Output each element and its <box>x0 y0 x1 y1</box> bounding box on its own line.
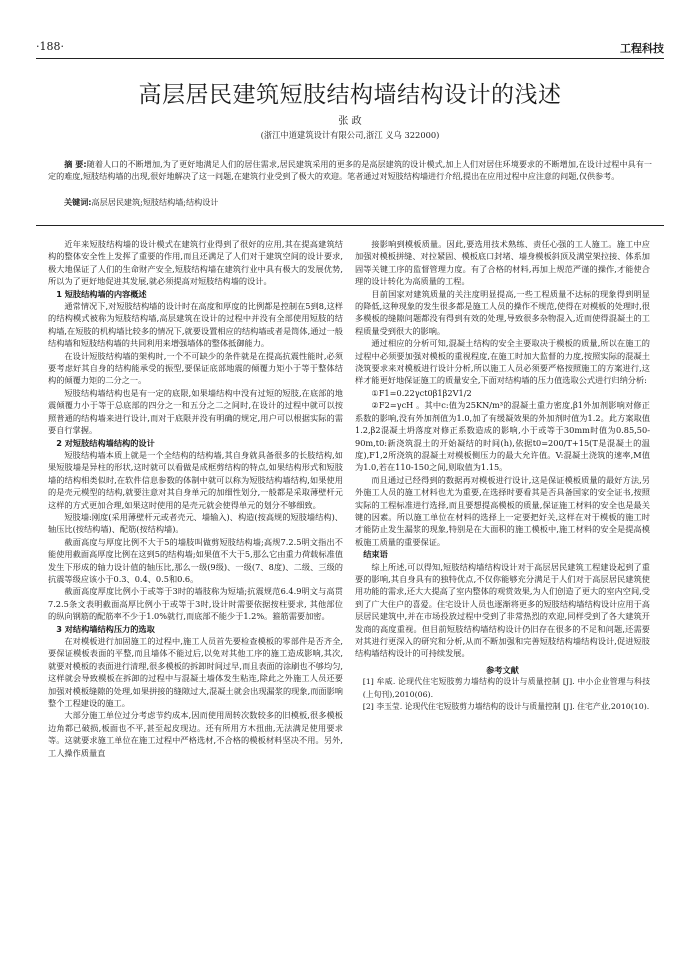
abstract-text: 随着人口的不断增加,为了更好地满足人们的居住需求,居民建筑采用的更多的是高层建筑的设计模式,加上人们对居住环境要求的不断增加,在设计过程中具有一定的难度,短肢结构墙的出现,很好地解决了这一问题,在建筑行业受到了极大的欢迎。笔者通过对短肢结构墙进行介绍,提出在应用过程中应注意的问题,仅供参考。 <box>48 159 652 182</box>
body-paragraph: 短肢结构墙结构也是有一定的底限,如果墙结构中没有过短的短肢,在底部的地震倾覆力小于等于总底部的四分之一和五分之二之间时,在设计的过程中就可以按照普通的结构墙来进行设计,而对于底限并没有明确的规定,用户可以根据实际的需要自行掌握。 <box>48 387 343 436</box>
keywords-label: 关键词: <box>64 197 92 207</box>
body-paragraph: 目前国家对建筑质量的关注度明显提高,一些工程质量不达标的现象得到明显的降低,这种现象的发生很多都是施工人员的操作不规范,使得在对模板的处理时,很多模板的缝隙问题都没有得到有效的处理,导致很多杂物混入,近而使得混凝土的工程质量受到很大的影响。 <box>355 288 650 336</box>
header-rule <box>36 58 664 59</box>
left-column <box>48 238 343 759</box>
abstract-label: 摘 要: <box>64 159 87 169</box>
keywords-text: 高层居民建筑;短肢结构墙;结构设计 <box>91 197 219 207</box>
body-paragraph: 截面高度与厚度比例不大于5的墙肢叫做剪短肢结构墙;高规7.2.5明文指出不能使用截面高厚度比例在这到5的结构墙;如果值不大于5,那么它由重力荷载标准值发生下形成的轴力设计值的轴压比,那么一级(9级)、一级(7、8度)、二级、三级的抗震等级应该小于0.3、0.4、0.5和0.6。 <box>48 536 343 584</box>
reference-item: [1] 牟威. 论现代住宅短肢剪力墙结构的设计与质量控制 [J]. 中小企业管理与科技(上旬刊),2010(06). <box>362 677 650 699</box>
body-paragraph: 截面高度厚度比例小于或等于3时的墙肢称为短墙;抗震规范6.4.9明文与高贯7.2.5条文表明截面高厚比例小于或等于3时,设计时需要依据按柱要求, 其他部位的纵向钢筋的配筋率不少于1.0%就行,而底部不能少于1.2%。箍筋需要加密。 <box>48 586 343 622</box>
body-paragraph: 综上所述,可以得知,短肢结构墙结构设计对于高层居民建筑工程建设起到了重要的影响,其自身具有的独特优点,不仅你能够充分满足于人们对于高层居民建筑使用功能的需求,还大大提高了室内整体的观赏效果,为人们创造了更大的室内空间,受到了广大住户的喜爱。住宅设计人员也逐渐将更多的短肢结构墙结构设计应用于高层居民建筑中,并在市场投放过程中受到了非常热烈的欢迎,同样受到了各大建筑开发商的高度重视。但目前短肢结构墙结构设计仍旧存在很多的不足和问题,还需要对其进行更深入的研究和分析,从而不断加强和完善短肢结构墙结构设计,促进短肢结构墙结构设计的可持续发展。 <box>355 561 650 659</box>
section-heading: 2 对短肢结构墙结构的设计 <box>56 437 155 448</box>
affiliation: (浙江中道建筑设计有限公司,浙江 义乌 322000) <box>260 130 440 140</box>
journal-name: 工程科技 <box>620 42 664 55</box>
keywords <box>64 197 652 208</box>
right-column <box>355 238 650 713</box>
body-paragraph: 而且通过已经得到的数据再对模板进行设计,这是保证模板质量的最好方法,另外施工人员的施工材料也尤为重要,在选择时要看其是否具备国家的安全证书,按照实际的工程标准进行选择,而且要想提高模板的质量,保证施工材料的安全也是最关键的因素。所以施工单位在材料的选择上一定要把好关,这样在对于模板的施工时才能防止发生漏浆的现象,特别是在大面积的施工模板中,施工材料的安全是提高模板施工质量的重要保证。 <box>355 474 650 547</box>
section-heading: 结束语 <box>363 549 388 560</box>
body-paragraph: 接影响到模板质量。因此,要选用技术熟练、责任心强的工人施工。施工中应加强对模板拼缝、对拉紧固、模板底口封堵、墙身模板斜顶及满堂架拉接、体系加固等关键工序的监督管理力度。有了合格的材料,再加上规范严谨的操作,才能使合理的设计转化为高质量的工程。 <box>355 239 650 287</box>
body-paragraph: 短肢墙:刚度(采用薄壁杆元或者壳元、墙输入)、构造(按高规的短肢墙结构)、轴压比(按结构墙)、配筋(按结构墙)。 <box>48 511 343 535</box>
article-title: 高层居民建筑短肢结构墙结构设计的浅述 <box>138 82 562 108</box>
section-heading: 3 对结构墙结构压力的选取 <box>56 623 155 634</box>
body-paragraph: 大部分施工单位过分考虑节约成本,因而使用周转次数较多的旧模板,很多模板边角都已破损,板面也不平,甚至起皮现边。还有所用方木扭曲,无法满足使用要求等。这就要求施工单位在施工过程中严格选材,不合格的模板材料坚决不用。另外,工人操作质量直 <box>48 710 343 758</box>
body-paragraph: 在设计短肢结构墙的架构时,一个不可缺少的条件就是在提高抗震性能时,必须要考虑好其自身的结构能承受的振型,要保证底部地震的倾覆力矩小于等于整体结构的倾覆力矩的二分之一。 <box>48 350 343 386</box>
body-paragraph: 近年来短肢结构墙的设计模式在建筑行业得到了很好的应用,其在提高建筑结构的整体安全性上发挥了重要的作用,而且还满足了人们对于建筑空间的设计要求,极大地保证了人们的生命财产安全,短肢结构墙在建筑行业中具有极大的发展优势,所以为了更好地促进其发展,就必须提高对短肢结构墙的设计。 <box>48 239 343 287</box>
section-heading: 1 短肢结构墙的内容概述 <box>56 288 147 299</box>
body-paragraph: 通常情况下,对短肢结构墙的设计时在高度和厚度的比例都是控制在5到8,这样的结构模式被称为短肢结构墙,高层建筑在设计的过程中并没有全部使用短肢的结构墙,在短肢的机构墙比较多的情况下,就要设置相应的结构墙或者是筒体,通过一般结构墙和短肢结构墙的共同利用来增强墙体的整体抵御能力。 <box>48 301 343 349</box>
body-paragraph: ①F1=0.22γct0β1β2V1/2 <box>371 387 472 398</box>
body-rule <box>36 225 664 226</box>
page-number: ·188· <box>36 40 64 53</box>
body-paragraph: ②F2=γcH 。其中c:值为25KN/m³的混凝土重力密度,β1外加剂影响对修正系数的影响,没有外加剂值为1.0,加了有缓凝效果的外加剂时值为1.2。此方案取值1.2,β2混凝土坍落度对修正系数造成的影响,小于或等于30mm时值为0.85,50-90m,t0:新浇筑混土的开始凝结的时间(h),依据t0=200/T+15(T是混凝土的温度),F1,2所浇筑的混凝土对模板侧压力的最大允许值。V:混凝土浇筑的速率,M值为1.0,若在110-150之间,则取值为1.15。 <box>355 400 650 473</box>
body-paragraph: 短肢结构墙本质上就是一个全结构的结构墙,其自身就具备很多的长肢结构,如果短肢墙是异柱的形状,这时就可以看做是成框剪结构的特点,如果结构形式和短肢墙的结构相类似时,在软件信息参数的体制中就可以称为短肢结构墙结构,如果使用的是壳元模型的结构,就要注意对其自身单元的加细性划分,一般都是采取薄壁杆元这样的方式更加合理,如果这时使用的是壳元就会使得单元的划分不够细致。 <box>48 449 343 510</box>
references-heading: 参考文献 <box>486 664 519 675</box>
body-paragraph: 通过相应的分析可知,混凝土结构的安全主要取决于模板的质量,所以在施工的过程中必须要加强对模板的重视程度,在施工时加大监督的力度,按照实际的混凝土浇筑要求来对模板进行设计分析,所以施工人员必须要严格按照施工的方案进行,这样才能更好地保证施工的质量安全,下面对结构墙的压力值选取公式进行归纳分析: <box>355 338 650 386</box>
reference-item: [2] 李玉莹. 论现代住宅短肢剪力墙结构的设计与质量控制 [J]. 住宅产业,2010(10). <box>362 702 650 712</box>
body-paragraph: 在对模板进行加固施工的过程中,施工人员首先要检查模板的零部件是否齐全,要保证模板表面的平整,而且墙体不能过后,以免对其他工序的施工造成影响,其次,就要对模板的表面进行清理,很多模板的拆卸时间过早,而且表面的涂刷也不够均匀,这样就会导致模板在拆卸的过程中与混凝土墙体发生粘连,除此之外施工人员还要加强对模板缝隙的处理,如果拼接的缝隙过大,混凝土就会出现漏浆的现象,而面影响整个工程建设的施工。 <box>48 636 343 709</box>
abstract <box>48 158 652 182</box>
page-header <box>36 40 664 56</box>
author: 张 政 <box>338 116 362 127</box>
